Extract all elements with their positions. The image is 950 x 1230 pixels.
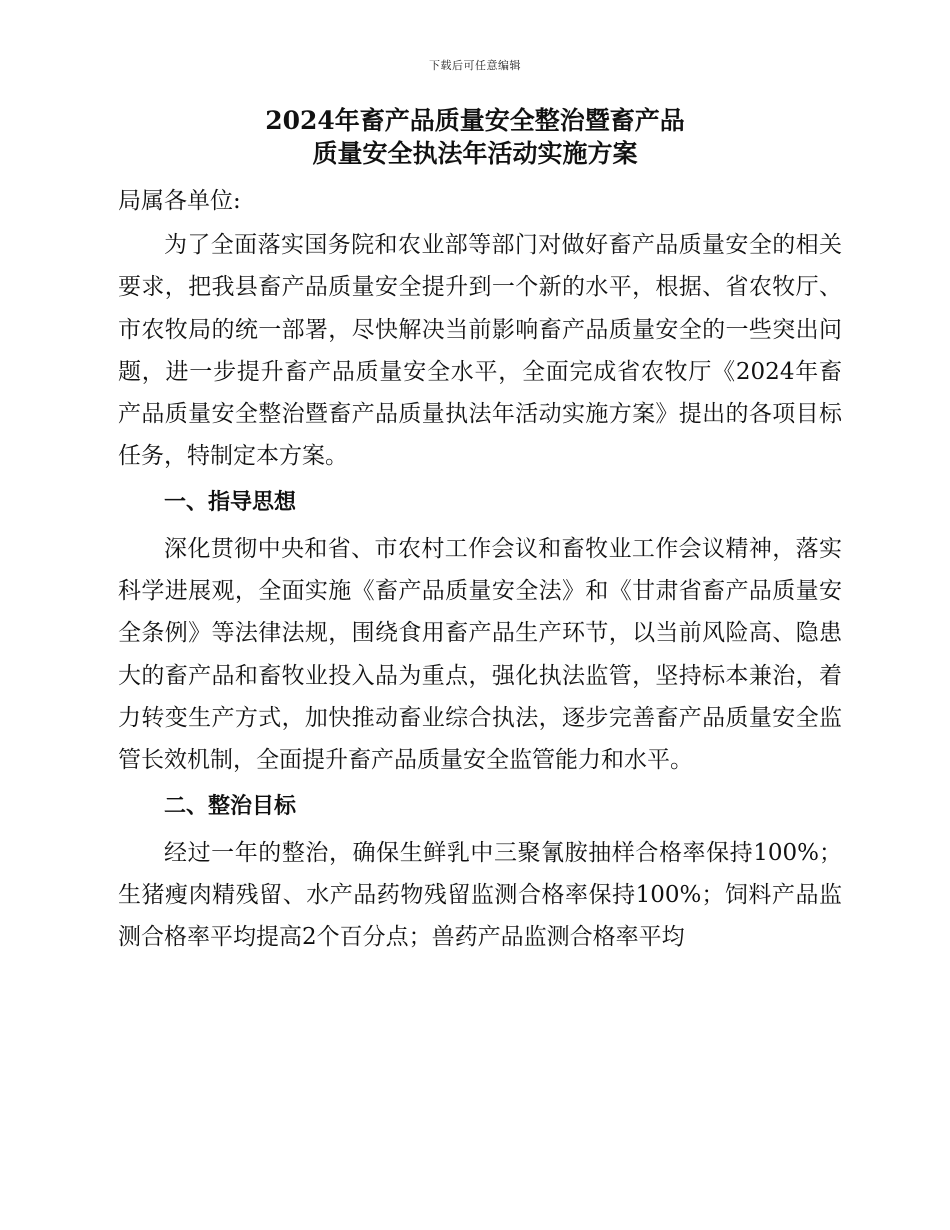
section-heading-rectification-goals: 二、整治目标	[164, 793, 297, 819]
salutation: 局属各单位:	[118, 188, 241, 214]
intro-paragraph: 为了全面落实国务院和农业部等部门对做好畜产品质量安全的相关要求，把我县畜产品质量安全提升到一个新的水平，根据、省农牧厅、市农牧局的统一部署，尽快解决当前影响畜产品质量安全的一些突出问题，进一步提升畜产品质量安全水平，全面完成省农牧厅《2024年畜产品质量安全整治暨畜产品质量执法年活动实施方案》提出的各项目标任务，特制定本方案。	[118, 232, 842, 470]
title-line-1: 2024年畜产品质量安全整治暨畜产品	[265, 106, 685, 135]
document-body	[118, 186, 842, 958]
section-body-rectification-goals: 经过一年的整治，确保生鲜乳中三聚氰胺抽样合格率保持100%；生猪瘦肉精残留、水产品药物残留监测合格率保持100%；饲料产品监测合格率平均提高2个百分点；兽药产品监测合格率平均	[118, 839, 842, 951]
section-heading-guiding-ideology: 一、指导思想	[164, 489, 297, 515]
header-note: 下载后可任意编辑	[429, 59, 521, 72]
title-line-2: 质量安全执法年活动实施方案	[312, 139, 638, 168]
section-body-guiding-ideology: 深化贯彻中央和省、市农村工作会议和畜牧业工作会议精神，落实科学进展观，全面实施《畜产品质量安全法》和《甘肃省畜产品质量安全条例》等法律法规，围绕食用畜产品生产环节，以当前风险高、隐患大的畜产品和畜牧业投入品为重点，强化执法监管，坚持标本兼治，着力转变生产方式，加快推动畜业综合执法，逐步完善畜产品质量安全监管长效机制，全面提升畜产品质量安全监管能力和水平。	[118, 535, 842, 774]
document-title	[0, 104, 950, 170]
